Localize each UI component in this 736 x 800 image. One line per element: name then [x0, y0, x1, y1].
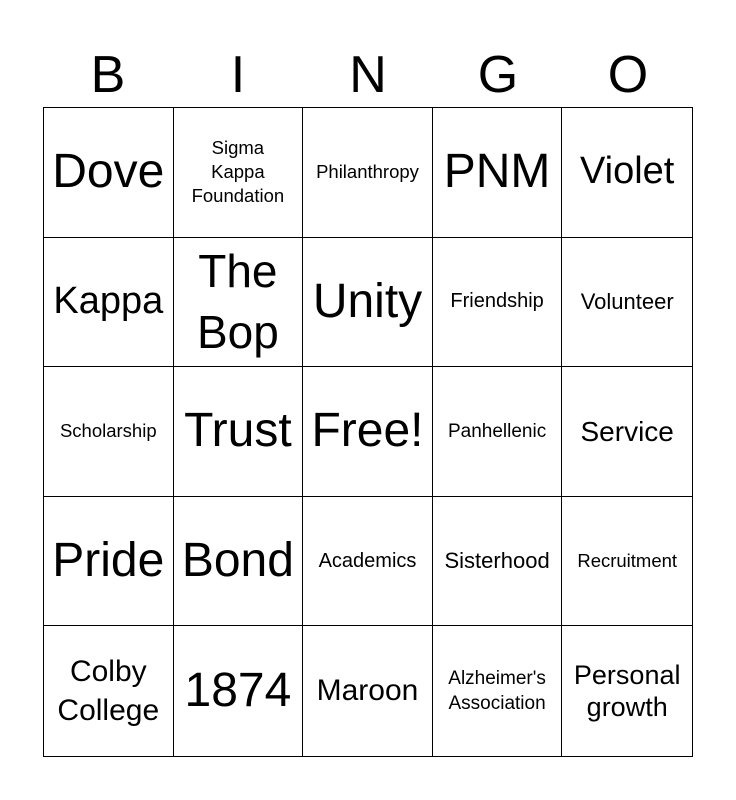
bingo-cell-r1-c4[interactable]: [562, 238, 692, 368]
cell-label: Service: [580, 415, 674, 447]
header-letter-n: N: [349, 46, 387, 104]
cell-label: Kappa: [53, 279, 164, 322]
bingo-cell-r3-c0[interactable]: [44, 497, 174, 627]
bingo-cell-r4-c2[interactable]: [303, 626, 433, 756]
bingo-cell-r4-c4[interactable]: [562, 626, 692, 756]
cell-label: Free!: [311, 404, 424, 458]
cell-label: Sisterhood: [444, 547, 550, 573]
bingo-cell-r0-c0[interactable]: [44, 108, 174, 238]
bingo-cell-r0-c2[interactable]: [303, 108, 433, 238]
cell-label: Dove: [52, 145, 165, 199]
cell-label: Colby College: [57, 655, 160, 728]
cell-label: Alzheimer's Association: [448, 667, 546, 715]
cell-label: Trust: [184, 404, 292, 458]
cell-label: Friendship: [450, 290, 544, 313]
bingo-cell-r0-c3[interactable]: [433, 108, 563, 238]
bingo-board: [43, 107, 693, 757]
header-letter-o: O: [607, 46, 649, 104]
cell-label: Violet: [580, 150, 675, 193]
header-letter-b: B: [90, 46, 126, 104]
bingo-cell-r2-c2[interactable]: [303, 367, 433, 497]
bingo-cell-r1-c1[interactable]: [174, 238, 304, 368]
bingo-cell-r0-c1[interactable]: [174, 108, 304, 238]
cell-label: Unity: [312, 274, 423, 328]
bingo-cell-r1-c0[interactable]: [44, 238, 174, 368]
cell-label: Personal growth: [573, 659, 681, 723]
bingo-header: [43, 42, 693, 108]
cell-label: The Bop: [196, 245, 279, 358]
bingo-cell-r2-c0[interactable]: [44, 367, 174, 497]
bingo-cell-r4-c1[interactable]: [174, 626, 304, 756]
cell-label: Bond: [181, 533, 294, 587]
bingo-cell-r0-c4[interactable]: [562, 108, 692, 238]
bingo-cell-r1-c2[interactable]: [303, 238, 433, 368]
header-letter-g: G: [477, 46, 519, 104]
header-letter-i: I: [230, 46, 246, 104]
cell-label: Panhellenic: [447, 420, 547, 442]
bingo-cell-r2-c4[interactable]: [562, 367, 692, 497]
cell-label: Recruitment: [577, 550, 678, 572]
bingo-cell-r2-c1[interactable]: [174, 367, 304, 497]
cell-label: Academics: [318, 549, 417, 572]
cell-label: PNM: [443, 145, 551, 199]
cell-label: Sigma Kappa Foundation: [191, 137, 285, 207]
cell-label: Maroon: [316, 674, 419, 708]
cell-label: Scholarship: [59, 420, 157, 442]
cell-label: 1874: [184, 664, 292, 717]
bingo-cell-r4-c3[interactable]: [433, 626, 563, 756]
bingo-cell-r3-c2[interactable]: [303, 497, 433, 627]
cell-label: Volunteer: [580, 288, 674, 314]
bingo-cell-r3-c3[interactable]: [433, 497, 563, 627]
cell-label: Pride: [52, 533, 165, 587]
cell-label: Philanthropy: [316, 161, 419, 183]
bingo-cell-r3-c1[interactable]: [174, 497, 304, 627]
bingo-cell-r3-c4[interactable]: [562, 497, 692, 627]
bingo-cell-r1-c3[interactable]: [433, 238, 563, 368]
bingo-cell-r2-c3[interactable]: [433, 367, 563, 497]
bingo-cell-r4-c0[interactable]: [44, 626, 174, 756]
